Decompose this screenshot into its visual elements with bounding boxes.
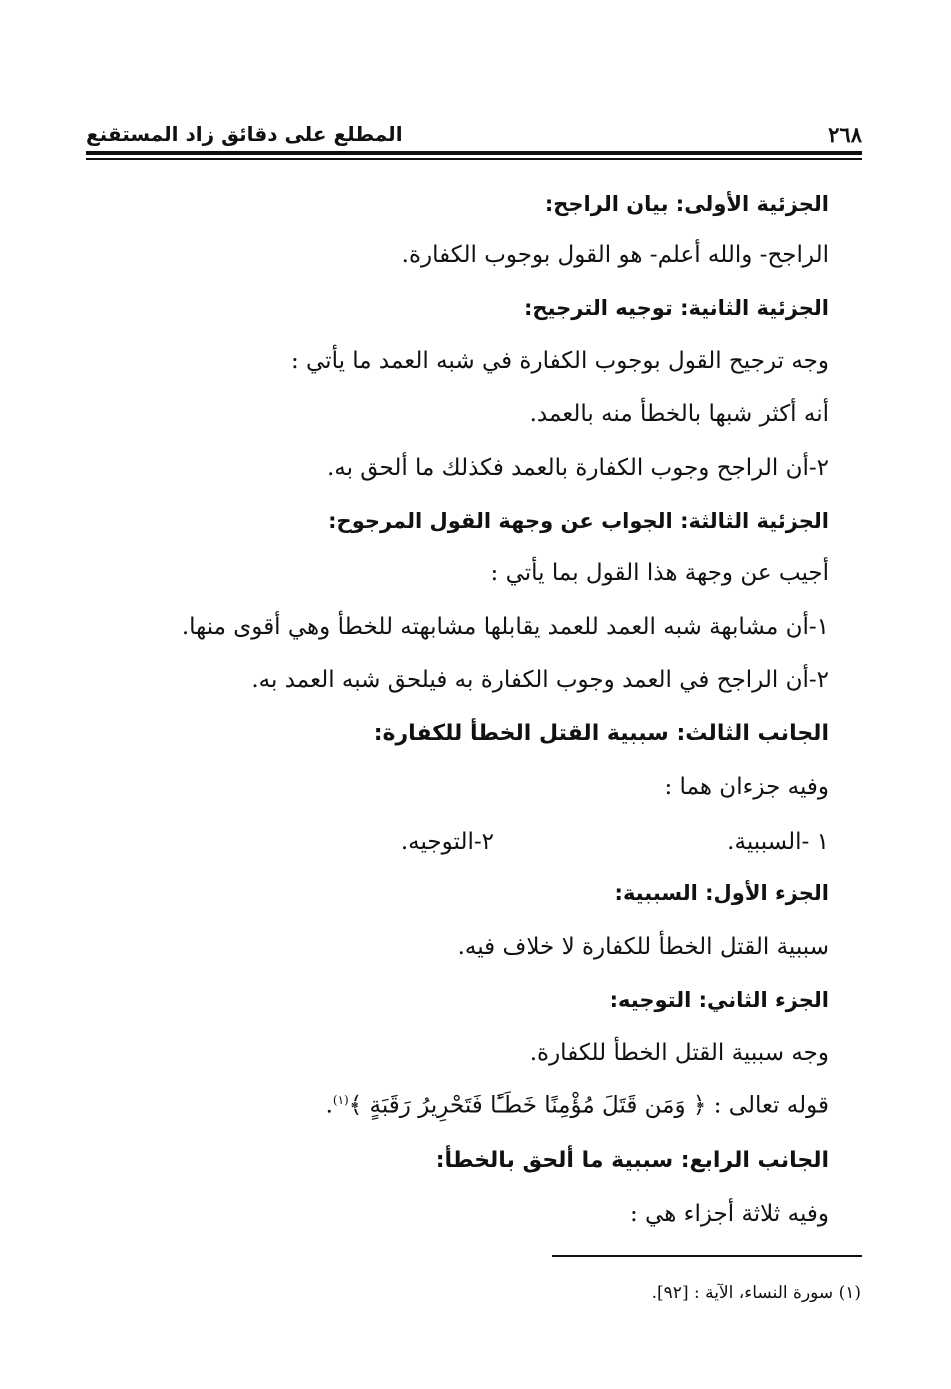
quran-verse: ﴿ وَمَن قَتَلَ مُؤْمِنًا خَطَـًٔا فَتَحْرِيرُ رَقَبَةٍ ﴾: [348, 1092, 707, 1119]
quran-suffix: .: [325, 1092, 333, 1119]
footnote: (١) سورة النساء، الآية : [٩٢].: [651, 1283, 861, 1303]
body-line: ٢-أن الراجح في العمد وجوب الكفارة به فيلحق شبه العمد به.: [251, 667, 829, 693]
book-title: المطلع على دقائق زاد المستقنع: [86, 122, 403, 146]
two-column-list: [129, 829, 829, 859]
body-line: سببية القتل الخطأ للكفارة لا خلاف فيه.: [457, 934, 829, 960]
footnote-marker: (١): [332, 1093, 349, 1107]
quran-prefix: قوله تعالى :: [706, 1092, 829, 1119]
footnote-rule: [552, 1255, 862, 1257]
section-heading: الجزئية الثانية: توجيه الترجيح:: [524, 296, 829, 320]
section-heading: الجزء الأول: السببية:: [614, 881, 829, 905]
body-line: ٢-أن الراجح وجوب الكفارة بالعمد فكذلك ما ألحق به.: [326, 455, 829, 481]
body-line: أنه أكثر شبها بالخطأ منه بالعمد.: [529, 401, 829, 427]
list-item: ١ -السببية.: [727, 829, 829, 855]
body-line: أجيب عن وجهة هذا القول بما يأتي :: [490, 560, 829, 586]
body-line: وجه ترجيح القول بوجوب الكفارة في شبه العمد ما يأتي :: [290, 348, 829, 374]
section-heading: الجزئية الثالثة: الجواب عن وجهة القول المرجوح:: [328, 509, 829, 533]
list-item: ٢-التوجيه.: [400, 829, 494, 855]
body-line: الراجح- والله أعلم- هو القول بوجوب الكفارة.: [401, 242, 829, 268]
body-line: وجه سببية القتل الخطأ للكفارة.: [529, 1040, 829, 1066]
body-line: وفيه ثلاثة أجزاء هي :: [629, 1201, 829, 1227]
quran-citation-line: [326, 1094, 829, 1118]
section-heading: الجانب الرابع: سببية ما ألحق بالخطأ:: [435, 1148, 829, 1173]
body-line: ١-أن مشابهة شبه العمد للعمد يقابلها مشابهته للخطأ وهي أقوى منها.: [181, 614, 829, 640]
section-heading: الجزئية الأولى: بيان الراجح:: [544, 192, 829, 216]
header-rule-thick: [86, 151, 862, 155]
section-heading: الجانب الثالث: سببية القتل الخطأ للكفارة:: [373, 721, 829, 746]
body-line: وفيه جزءان هما :: [664, 774, 829, 800]
page-number: ٢٦٨: [828, 122, 862, 147]
section-heading: الجزء الثاني: التوجيه:: [609, 988, 829, 1012]
header-rule-thin: [86, 158, 862, 160]
page-header: [86, 118, 862, 150]
